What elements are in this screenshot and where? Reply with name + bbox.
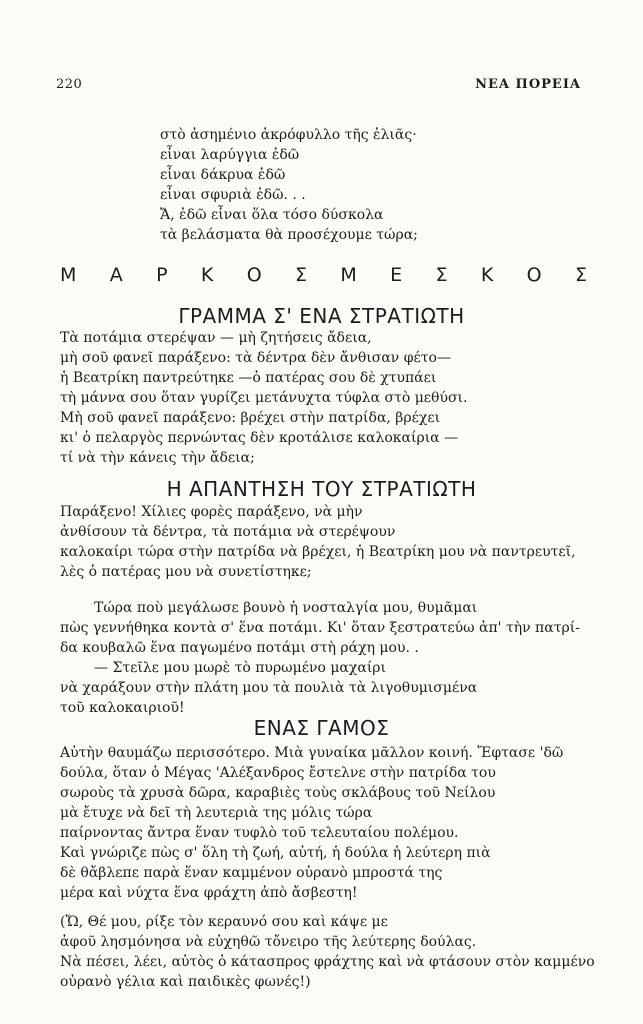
poem-line: τί νὰ τὴν κάνεις τὴν ἄδεια; [60, 450, 255, 466]
author-letter: Ρ [156, 264, 168, 286]
verse-line: στὸ ἀσημένιο ἀκρόφυλλο τῆς ἐλιᾶς· [160, 127, 417, 143]
poem-line: παίρνοντας ἄντρα ἕναν τυφλὸ τοῦ τελευταίου πολέμου. [60, 825, 459, 841]
author-letter: Κ [480, 264, 494, 286]
verse-line: τὰ βελάσματα θὰ προσέχουμε τώρα; [160, 227, 418, 243]
poem-line: Νὰ πέσει, λέει, αὐτὸς ὁ κάτασπρος φράχτης καὶ νὰ φτάσουν στὸν καμμένο [60, 954, 595, 970]
poem-body [60, 743, 600, 903]
author-letter: Μ [60, 264, 77, 286]
verse-line: εἶναι δάκρυα ἐδῶ [160, 167, 286, 183]
running-title: ΝΕΑ ΠΟΡΕΙΑ [475, 77, 581, 92]
poem-line: Μὴ σοῦ φανεῖ παράξενο: βρέχει στὴν πατρίδα, βρέχει [60, 410, 441, 426]
poem-line: Παράξενο! Χίλιες φορὲς παράξενο, νὰ μὴν [60, 504, 363, 520]
poem-line: καλοκαίρι τώρα στὴν πατρίδα νὰ βρέχει, ἡ Βεατρίκη μου νὰ παντρευτεῖ, [60, 544, 576, 560]
poem-stanza [60, 912, 600, 992]
poem-line: Τὰ ποτάμια στερέψαν — μὴ ζητήσεις ἄδεια, [60, 330, 372, 346]
author-letter: Α [109, 264, 123, 286]
verse-line: εἶναι σφυριὰ ἐδῶ. . . [160, 187, 306, 203]
poem-line: νὰ χαράξουν στὴν πλάτη μου τὰ πουλιὰ τὰ λιγοθυμισμένα [60, 680, 478, 696]
poem-body [60, 502, 600, 582]
poem-line: δούλα, ὅταν ὁ Μέγας 'Αλέξανδρος ἔστελνε στὴν πατρίδα του [60, 765, 496, 781]
author-letter: Ο [526, 264, 542, 286]
verse-line: Ἄ, ἐδῶ εἶναι ὅλα τόσο δύσκολα [160, 207, 384, 223]
poem-line: ἡ Βεατρίκη παντρεύτηκε —ὁ πατέρας σου δὲ χτυπάει [60, 370, 437, 386]
poem-line: μὴ σοῦ φανεῖ παράξενο: τὰ δέντρα δὲν ἄνθισαν φέτο— [60, 350, 451, 366]
poem-line: κι' ὁ πελαργὸς περνώντας δὲν κροτάλισε καλοκαίρια — [60, 430, 459, 446]
author-letter: Κ [200, 264, 214, 286]
poem-line: — Στεῖλε μου μωρὲ τὸ πυρωμένο μαχαίρι [94, 660, 387, 676]
poem-title: ΓΡΑΜΜΑ Σ' ΕΝΑ ΣΤΡΑΤΙΩΤΗ [178, 304, 465, 328]
poem-line: τὴ μάννα σου ὅταν γυρίζει μετάνυχτα τύφλα στὸ μεθύσι. [60, 390, 468, 406]
author-name [60, 264, 587, 290]
verse-line: εἶναι λαρύγγια ἐδῶ [160, 147, 300, 163]
author-letter: Σ [295, 264, 308, 286]
poem-line: Αὐτὴν θαυμάζω περισσότερο. Μιὰ γυναίκα μᾶλλον κοινή. Ἔφτασε 'δῶ [60, 745, 564, 761]
poem-stanza [60, 598, 600, 718]
poem-title: ΕΝΑΣ ΓΑΜΟΣ [253, 716, 390, 740]
poem-line: δὲ θἄβλεπε παρὰ ἕναν καμμένον οὐρανὸ μπροστά της [60, 865, 443, 881]
author-letter: Σ [435, 264, 448, 286]
poem-line: λὲς ὁ πατέρας μου νὰ συνετίστηκε; [60, 564, 312, 580]
poem-line: δα κουβαλῶ ἕνα παγωμένο ποτάμι στὴ ράχη μου. . [60, 640, 419, 656]
poem-line: ἀνθίσουν τὰ δέντρα, τὰ ποτάμια νὰ στερέψουν [60, 524, 396, 540]
poem-line: σωροὺς τὰ χρυσὰ δῶρα, καραβιὲς τοὺς σκλάβους τοῦ Νείλου [60, 785, 496, 801]
poem-line: οὐρανὸ γέλια καὶ παιδικὲς φωνές!) [60, 974, 311, 990]
poem-line: Τώρα ποὺ μεγάλωσε βουνὸ ἡ νοσταλγία μου, θυμᾶμαι [94, 600, 478, 616]
opening-verse [160, 125, 418, 245]
poem-line: τοῦ καλοκαιριοῦ! [60, 700, 185, 716]
poem-line: (Ὤ, Θέ μου, ρίξε τὸν κεραυνό σου καὶ κάψε με [60, 914, 388, 930]
poem-line: ἀφοῦ λησμόνησα νὰ εὐχηθῶ τὄνειρο τῆς λεύτερης δούλας. [60, 934, 477, 950]
page-number: 220 [56, 77, 83, 92]
poem-title: Η ΑΠΑΝΤΗΣΗ ΤΟΥ ΣΤΡΑΤΙΩΤΗ [166, 477, 477, 501]
poem-line: μὰ ἔτυχε νὰ δεῖ τὴ λευτεριὰ της μόλις τώρα [60, 805, 373, 821]
poem-line: Καὶ γνώριζε πὼς σ' ὅλη τὴ ζωή, αὐτή, ἡ δούλα ἡ λεύτερη πιὰ [60, 845, 491, 861]
author-letter: Σ [574, 264, 587, 286]
author-letter: Ε [390, 264, 403, 286]
author-letter: Μ [340, 264, 357, 286]
poem-body [60, 328, 600, 468]
author-letter: Ο [246, 264, 262, 286]
poem-line: πὼς γεννήθηκα κοντὰ σ' ἕνα ποτάμι. Κι' ὅταν ξεστρατεύω ἀπ' τὴν πατρί- [60, 620, 580, 636]
poem-line: μέρα καὶ νύχτα ἕνα φράχτη ἀπὸ ἄσβεστη! [60, 885, 358, 901]
page-header [56, 77, 581, 97]
